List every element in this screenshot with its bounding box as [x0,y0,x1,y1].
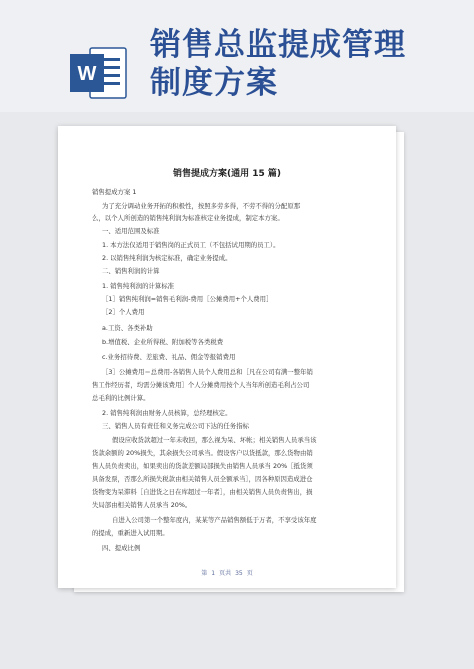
section-heading: 三、销售人员有责任和义务完成公司下达的任务指标 [102,422,249,430]
svg-text:W: W [77,63,97,85]
paragraph-line: c.业务招待费、差旅费、礼品、佣金等报销费用 [102,353,236,361]
section-heading: 二、销售利润的计算 [102,267,160,275]
footer-total-number: 35 [235,570,243,577]
footer-page-number: 1 [211,570,216,577]
paragraph-line: 失局部由相关销售人员承当 20%。 [92,501,192,509]
paragraph-line: b.增值税、企业所得税、附加税等各类税费 [102,338,224,346]
paragraph-line: 自进入公司第一个整年度内，某某等产品销售额低于万者，不享受该年度 [112,516,317,524]
paragraph-line: a.工资、各类补助 [102,324,153,332]
paragraph-line: 售人员负责卖出，如果卖出的货款差额局部损失由销售人员承当 20%［抵货须 [92,462,313,470]
paragraph-line: 的提成，重新进入试用期。 [92,529,169,537]
paragraph-line: 2. 销售纯利润由财务人员核算，总经理核定。 [102,409,232,417]
header-title-line-1: 销售总监提成管理 [150,27,406,63]
word-icon [68,42,130,104]
paragraph-line: 为了充分调动业务开拓的积极性，按照多劳多得，不劳不得的分配原那 [102,202,301,210]
paragraph-line: ［3］公摊费用＝总费用-各销售人员个人费用总和［凡在公司有满一整年销 [102,368,313,376]
footer-total-label: 页共 [219,570,232,577]
paragraph-line: 货物变为呆滞料［自进货之日在库超过一年者］，由相关销售人员负责售出，损 [92,488,313,496]
paragraph-line: 1. 销售纯利润的计算标准 [102,282,175,290]
paragraph-line: ［2］个人费用 [102,308,145,316]
section-heading: 一、适用范围及标准 [102,227,160,235]
page-footer [58,568,396,577]
section-heading: 四、提成比例 [102,544,141,552]
paragraph-line: 总毛利的比例计算。 [92,394,150,402]
paragraph-line: 假设应收货款超过一年未收回，那么视为呆、坏帐；相关销售人员承当该 [112,436,317,444]
paragraph-line: 2. 以销售纯利润为核定标准，确定业务提成。 [102,254,232,262]
document-title: 销售提成方案(通用 15 篇) [172,169,282,179]
section-heading: 销售提成方案 1 [92,188,137,196]
paragraph-line: 么，以个人所创造的销售纯利润为标准核定业务提成，制定本方案。 [92,214,284,222]
paragraph-line: 1. 本方法仅适用于销售岗的正式员工（不包括试用期的员工）。 [102,241,280,249]
paragraph-line: 售工作经历者，均需分摊该费用］个人分摊费用按个人当年所创造毛利占公司 [92,381,310,389]
footer-end-label: 页 [246,570,253,577]
paragraph-line: ［1］销售纯利润=销售毛利润-费用［公摊费用+个人费用］ [102,295,273,303]
footer-page-label: 第 [201,570,208,577]
header-banner [0,0,474,112]
paragraph-line: 具备发票，否那么所损失税款由相关销售人员全额承当］，因各种原因造成进仓 [92,475,313,483]
header-title [150,26,460,102]
paragraph-line: 货款余额的 20%损失，其余损失公司承当。假设客户以货抵款，那么货物由销 [92,449,313,457]
document-page [58,126,396,588]
header-title-line-2: 制度方案 [150,65,278,101]
